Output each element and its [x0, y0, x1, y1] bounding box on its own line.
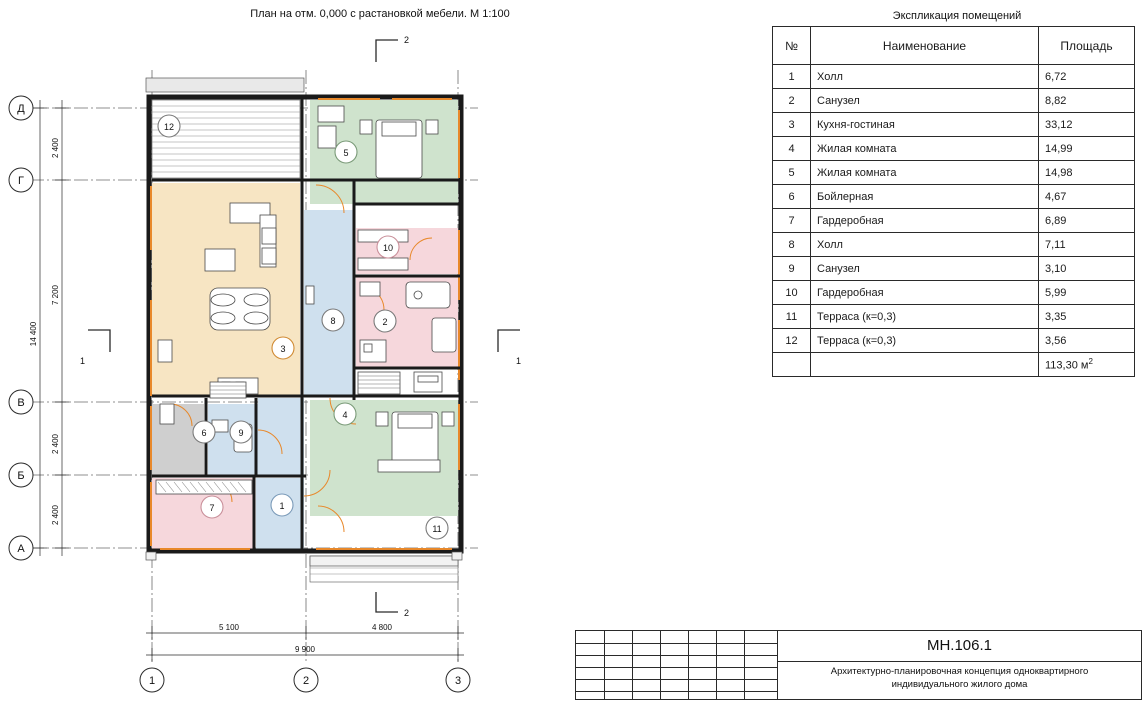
section-label-1-right: 1 — [516, 356, 522, 366]
project-subtitle-line-2: индивидуального жилого дома — [891, 679, 1028, 690]
cell-area: 4,67 — [1039, 185, 1135, 209]
cell-name: Терраса (к=0,3) — [811, 329, 1039, 353]
svg-text:Г: Г — [18, 175, 24, 187]
axis-bubbles-numbers — [140, 668, 470, 692]
cell-num: 6 — [773, 185, 811, 209]
total-name-cell — [811, 353, 1039, 377]
svg-text:3: 3 — [454, 675, 462, 687]
table-row — [773, 233, 1135, 257]
cell-area: 3,56 — [1039, 329, 1135, 353]
table-row — [773, 209, 1135, 233]
table-row — [773, 305, 1135, 329]
svg-text:А: А — [17, 543, 25, 555]
svg-text:1: 1 — [279, 501, 285, 511]
svg-text:Б: Б — [17, 470, 25, 482]
cell-num: 1 — [773, 65, 811, 89]
table-row — [773, 65, 1135, 89]
cell-num: 5 — [773, 161, 811, 185]
title-block-grid — [576, 631, 778, 699]
cell-area: 3,10 — [1039, 257, 1135, 281]
svg-text:5 100: 5 100 — [218, 623, 240, 632]
svg-text:6: 6 — [201, 428, 207, 438]
svg-text:В: В — [17, 397, 25, 409]
cell-num: 3 — [773, 113, 811, 137]
title-block-main — [778, 631, 1141, 699]
table-row — [773, 329, 1135, 353]
cell-num: 10 — [773, 281, 811, 305]
cell-name: Жилая комната — [811, 161, 1039, 185]
cell-name: Терраса (к=0,3) — [811, 305, 1039, 329]
svg-text:11: 11 — [432, 524, 442, 534]
cell-name: Жилая комната — [811, 137, 1039, 161]
table-header-row — [773, 27, 1135, 65]
svg-text:9 900: 9 900 — [294, 645, 316, 654]
dimension-labels-vertical — [29, 137, 60, 525]
cell-area: 6,89 — [1039, 209, 1135, 233]
table-row — [773, 89, 1135, 113]
cell-num: 2 — [773, 89, 811, 113]
svg-text:4: 4 — [342, 410, 348, 420]
total-num-cell — [773, 353, 811, 377]
dimension-chain-horizontal — [146, 626, 464, 662]
cell-num: 12 — [773, 329, 811, 353]
svg-text:12: 12 — [163, 122, 175, 132]
table-row — [773, 161, 1135, 185]
header-name: Наименование — [811, 27, 1039, 65]
cell-num: 11 — [773, 305, 811, 329]
svg-text:2: 2 — [382, 317, 388, 327]
section-label-2-bottom: 2 — [404, 608, 410, 618]
svg-text:10: 10 — [382, 243, 394, 253]
section-label-1-left: 1 — [80, 356, 86, 366]
cell-area: 7,11 — [1039, 233, 1135, 257]
cell-name: Гардеробная — [811, 281, 1039, 305]
cell-num: 4 — [773, 137, 811, 161]
svg-text:7: 7 — [209, 503, 215, 513]
table-row — [773, 257, 1135, 281]
section-mark-2-top — [376, 40, 398, 62]
title-block — [575, 630, 1142, 700]
section-mark-2-bottom — [376, 592, 398, 612]
svg-text:2 400: 2 400 — [51, 433, 60, 455]
cell-area: 6,72 — [1039, 65, 1135, 89]
porch-slabs — [146, 552, 462, 566]
cell-num: 8 — [773, 233, 811, 257]
svg-text:7 200: 7 200 — [51, 284, 60, 306]
plan-title: План на отм. 0,000 с растановкой мебели. М 1:100 — [250, 8, 510, 20]
cell-area: 8,82 — [1039, 89, 1135, 113]
cell-area: 14,99 — [1039, 137, 1135, 161]
cell-area: 3,35 — [1039, 305, 1135, 329]
cell-name: Холл — [811, 233, 1039, 257]
header-area: Площадь — [1039, 27, 1135, 65]
furniture-wardrobe-7 — [156, 480, 252, 494]
project-subtitle — [778, 665, 1141, 691]
section-mark-1-left — [88, 330, 110, 352]
svg-text:2: 2 — [302, 675, 310, 687]
cell-name: Гардеробная — [811, 209, 1039, 233]
table-row — [773, 281, 1135, 305]
svg-text:5: 5 — [343, 148, 349, 158]
svg-text:8: 8 — [330, 316, 336, 326]
room-fill-hall-strip — [258, 398, 304, 476]
table-row — [773, 113, 1135, 137]
svg-text:1: 1 — [148, 675, 156, 687]
cell-name: Санузел — [811, 89, 1039, 113]
svg-text:2 400: 2 400 — [51, 137, 60, 159]
cell-name: Холл — [811, 65, 1039, 89]
dimension-chain-vertical — [33, 100, 69, 556]
svg-text:4 800: 4 800 — [371, 623, 393, 632]
project-code: МН.106.1 — [926, 637, 993, 654]
svg-text:9: 9 — [238, 428, 244, 438]
section-label-2-top: 2 — [404, 35, 410, 45]
table-row — [773, 185, 1135, 209]
svg-text:2 400: 2 400 — [51, 504, 60, 526]
project-subtitle-line-1: Архитектурно-планировочная концепция одноквартирного — [830, 666, 1089, 677]
svg-text:3: 3 — [280, 344, 286, 354]
title-block-divider — [778, 661, 1141, 662]
svg-text:Д: Д — [17, 103, 25, 115]
total-area-cell — [1039, 353, 1135, 377]
header-num: № — [773, 27, 811, 65]
explication-table — [772, 26, 1135, 377]
cell-area: 33,12 — [1039, 113, 1135, 137]
table-total-row — [773, 353, 1135, 377]
cell-name: Санузел — [811, 257, 1039, 281]
total-value: 113,30 м — [1045, 359, 1089, 372]
cell-num: 9 — [773, 257, 811, 281]
table-title: Экспликация помещений — [892, 10, 1022, 22]
cell-name: Кухня-гостиная — [811, 113, 1039, 137]
cell-area: 5,99 — [1039, 281, 1135, 305]
cell-name: Бойлерная — [811, 185, 1039, 209]
cell-num: 7 — [773, 209, 811, 233]
cell-area: 14,98 — [1039, 161, 1135, 185]
square-unit-exponent: 2 — [1088, 357, 1093, 367]
table-row — [773, 137, 1135, 161]
svg-text:14 400: 14 400 — [29, 321, 38, 347]
section-mark-1-right — [498, 330, 520, 352]
